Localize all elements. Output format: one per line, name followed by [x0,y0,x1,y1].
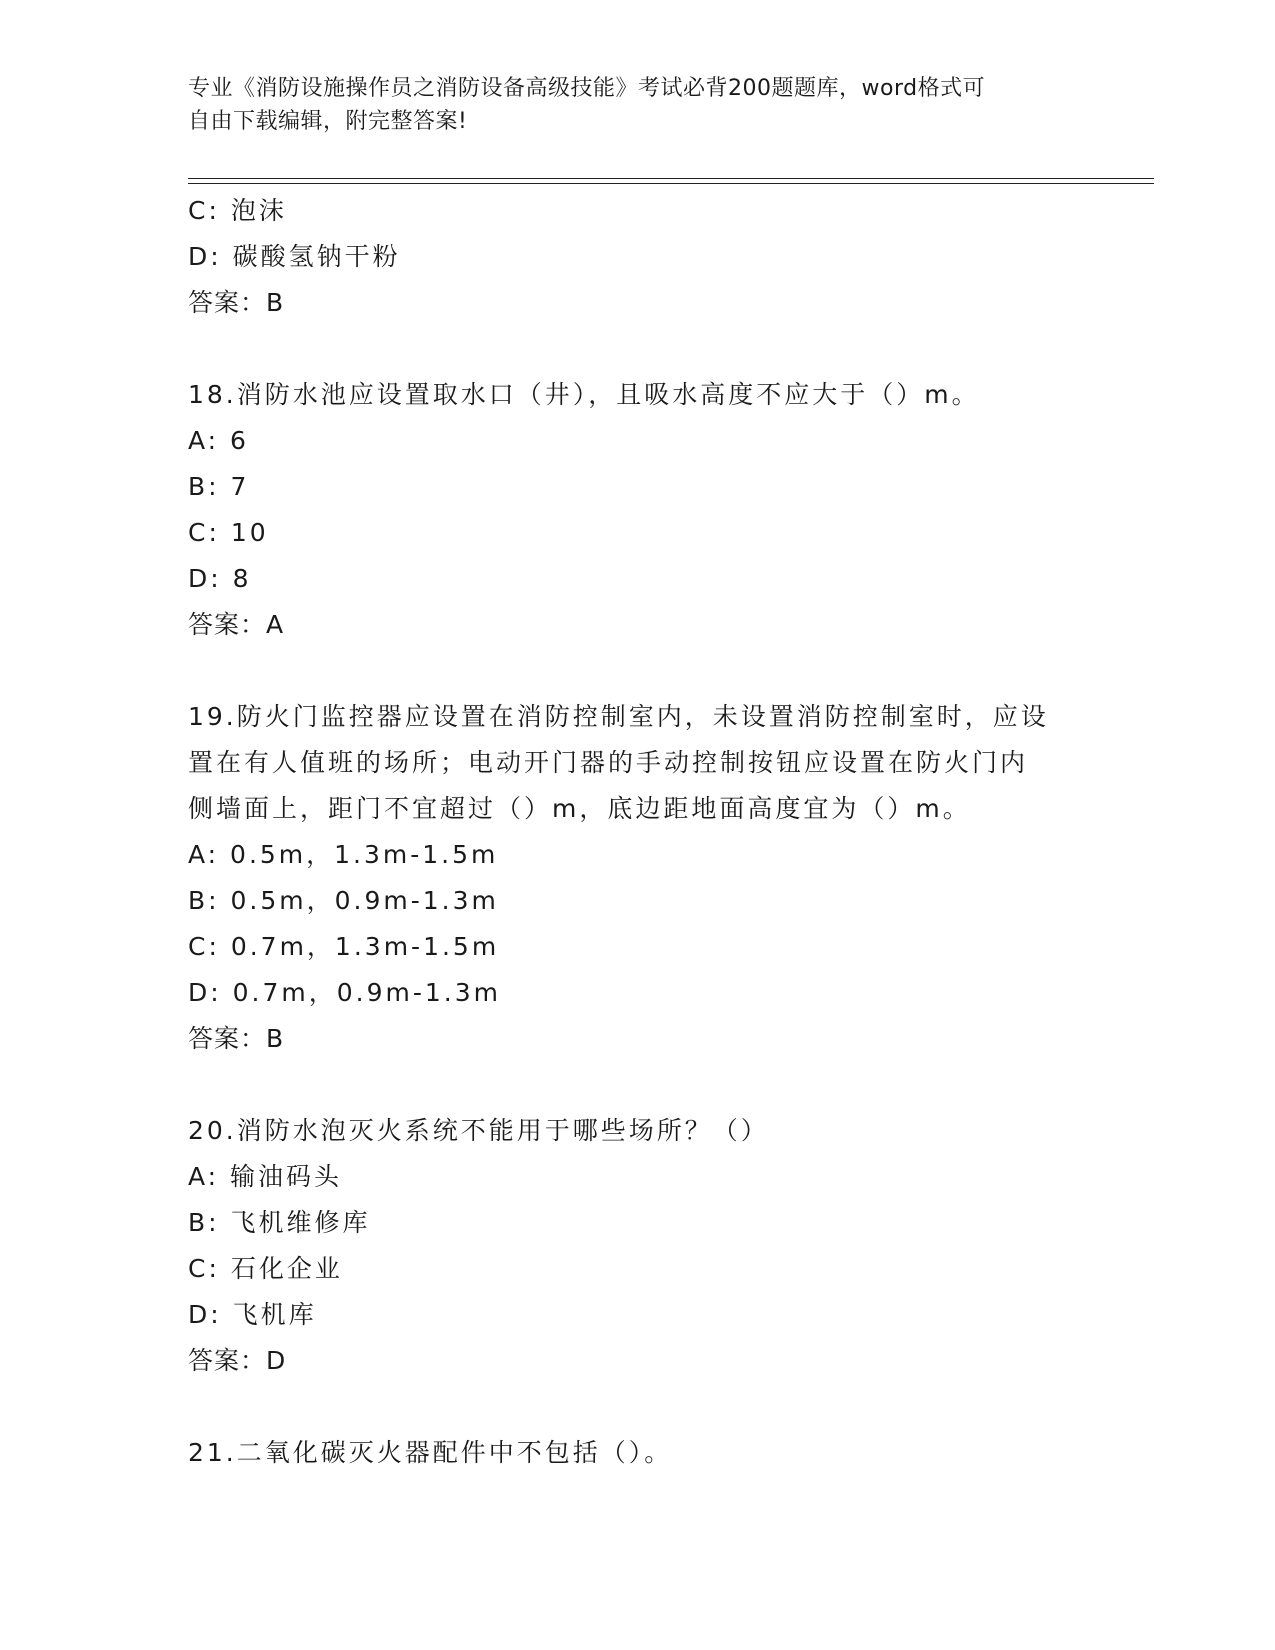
option-b: B: 飞机维修库 [188,1208,371,1237]
question-20 [188,1108,1088,1384]
answer-label: 答案：D [188,1346,287,1375]
spacer [188,326,1088,372]
question-21 [188,1430,1088,1476]
header-divider-bottom [188,183,1154,184]
option-a: A: 输油码头 [188,1162,343,1191]
spacer [188,1062,1088,1108]
document-header [188,72,1068,138]
option-d: D: 0.7m，0.9m-1.3m [188,978,501,1007]
question-text: 18.消防水池应设置取水口（井），且吸水高度不应大于（）m。 [188,380,980,409]
answer-label: 答案：B [188,1024,285,1053]
question-18 [188,372,1088,648]
question-17-tail [188,188,1088,326]
spacer [188,648,1088,694]
option-c: C: 0.7m，1.3m-1.5m [188,932,500,961]
answer-label: 答案：B [188,288,285,317]
option-d: D: 飞机库 [188,1300,317,1329]
document-body [188,188,1088,1476]
header-line-2: 自由下载编辑，附完整答案! [188,109,468,134]
option-b: B: 0.5m，0.9m-1.3m [188,886,499,915]
option-c: C: 石化企业 [188,1254,343,1283]
header-divider-top [188,178,1154,179]
question-text: 20.消防水泡灭火系统不能用于哪些场所？（） [188,1116,769,1145]
header-line-1: 专业《消防设施操作员之消防设备高级技能》考试必背200题题库，word格式可 [188,76,986,101]
question-19 [188,694,1088,1062]
option-b: B: 7 [188,472,250,501]
option-d: D: 碳酸氢钠干粉 [188,242,401,271]
option-d: D: 8 [188,564,252,593]
option-a: A: 6 [188,426,249,455]
option-a: A: 0.5m，1.3m-1.5m [188,840,499,869]
question-text-line-2: 置在有人值班的场所；电动开门器的手动控制按钮应设置在防火门内 [188,748,1029,777]
option-c: C: 10 [188,518,269,547]
option-c: C: 泡沫 [188,196,287,225]
spacer [188,1384,1088,1430]
question-text-line-3: 侧墙面上，距门不宜超过（）m，底边距地面高度宜为（）m。 [188,794,971,823]
answer-label: 答案：A [188,610,285,639]
question-text-line-1: 19.防火门监控器应设置在消防控制室内，未设置消防控制室时，应设 [188,702,1049,731]
question-text: 21.二氧化碳灭火器配件中不包括（）。 [188,1438,673,1467]
